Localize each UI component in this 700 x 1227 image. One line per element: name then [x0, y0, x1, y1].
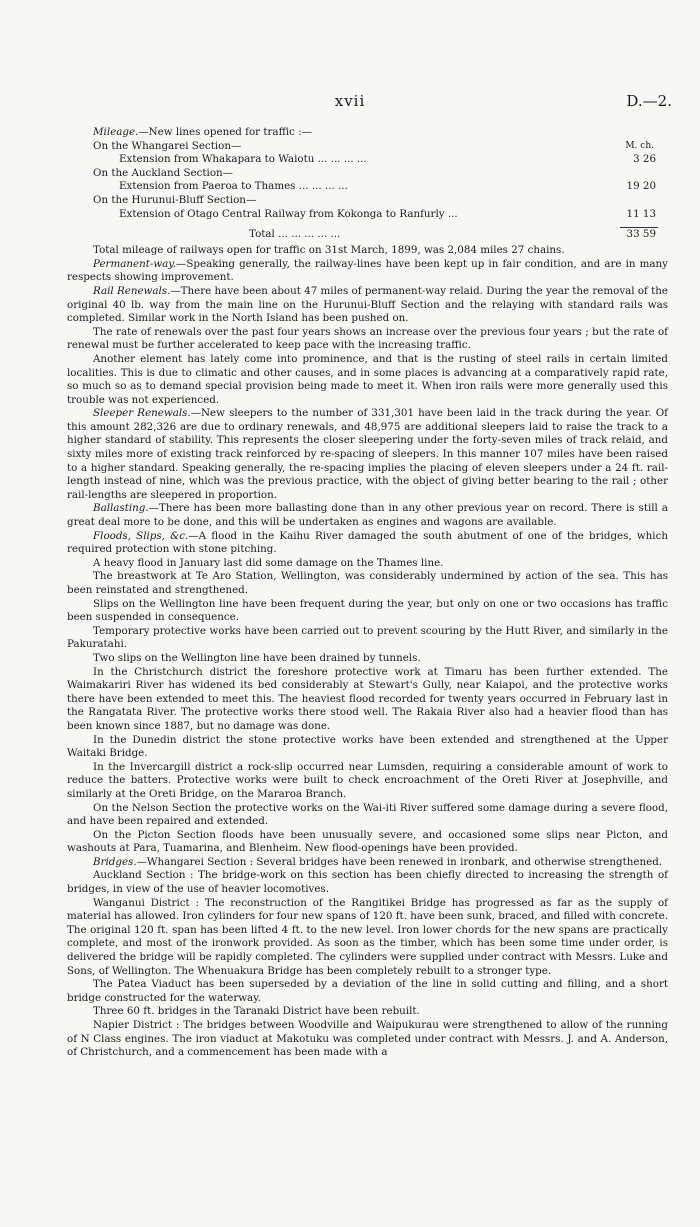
mileage-row: [67, 153, 668, 167]
page-number: xvii: [334, 92, 366, 110]
mileage-row: [67, 167, 668, 181]
section-item: Extension from Paeroa to Thames ... ... ... ...: [119, 180, 348, 193]
mileage-row: [67, 194, 668, 208]
paragraph: Slips on the Wellington line have been frequent during the year, but only on one or two occasions has traffic been suspended in consequence.: [67, 597, 668, 624]
total-label: Total ... ... ... ... ...: [249, 228, 341, 241]
section-value: 19 20: [626, 180, 656, 193]
paragraph-heading: Bridges.: [93, 855, 137, 868]
mileage-row: [67, 140, 668, 154]
paragraph: The rate of renewals over the past four years shows an increase over the previous four years ; but the rate of renewal must be further accelerated to keep pace with the increasing traffic.: [67, 325, 668, 352]
paragraph-text: —New sleepers to the number of 331,301 have been laid in the track during the year. Of this amount 282,326 are due to ordinary renewals, and 48,975 are additional sleepers laid to raise the track to a higher standard of stability. This represents the closer sleepering under the forty-seven miles of track relaid, and sixty miles more of existing track reinforced by re-spacing of sleepers. In this manner 107 miles have been raised to a higher standard. Speaking generally, the re-spacing implies the placing of eleven sleepers under a 24 ft. rail-length instead of nine, which was the previous practice, with the object of giving better bearing to the rail ; other rail-lengths are sleepered in proportion.: [67, 407, 668, 501]
paragraph: On the Nelson Section the protective works on the Wai-iti River suffered some damage during a severe flood, and have been repaired and extended.: [67, 801, 668, 828]
mileage-heading-row: [67, 126, 668, 140]
paragraph-text: —Whangarei Section : Several bridges have been renewed in ironbark, and otherwise strengthened.: [136, 855, 663, 868]
paragraph-heading: Permanent-way.: [93, 257, 177, 270]
paragraph: [67, 407, 668, 502]
section-value: 11 13: [626, 207, 656, 220]
paragraph: On the Picton Section floods have been unusually severe, and occasioned some slips near Picton, and washouts at Para, Tuamarina, and Blenheim. New flood-openings have been provided.: [67, 828, 668, 855]
paragraph: Wanganui District : The reconstruction of the Rangitikei Bridge has progressed as far as the supply of material has allowed. Iron cylinders for four new spans of 120 ft. have been sunk, braced, and filled with concrete. The original 120 ft. span has been lifted 4 ft. to the new level. Iron lower chords for the new spans are practically complete, and most of the ironwork provided. As soon as the timber, which has been some time under order, is delivered the bridge will be rapidly completed. The cylinders were supplied under contract with Messrs. Luke and Sons, of Wellington. The Whenuakura Bridge has been completely rebuilt to a stronger type.: [67, 896, 668, 977]
paragraph-text: —There have been about 47 miles of permanent-way relaid. During the year the removal of the original 40 lb. way from the main line on the Hurunui-Bluff Section and the relaying with standard rails was completed. Similar work in the North Island has been pushed on.: [67, 284, 668, 325]
section-item: Extension from Whakapara to Waiotu ... ... ... ...: [119, 153, 367, 166]
paragraph: [67, 856, 668, 870]
paragraph: [67, 285, 668, 326]
paragraph: [67, 502, 668, 529]
paragraph: Temporary protective works have been carried out to prevent scouring by the Hutt River, and similarly in the Pakuratahi.: [67, 624, 668, 651]
paragraph: Another element has lately come into prominence, and that is the rusting of steel rails in certain limited localities. This is due to climatic and other causes, and in some places is advancing at a comparatively rapid rate, so much so as to demand special provision being made to meet it. When iron rails were more generally used this trouble was not experienced.: [67, 352, 668, 406]
paragraph: In the Christchurch district the foreshore protective work at Timaru has been further extended. The Waimakariri River has widened its bed considerably at Stewart's Gully, near Kaiapoi, and the protective works there have been extended to meet this. The heaviest flood recorded for twenty years occurred in February last in the Rangatata River. The protective works there stood well. The Rakaia River also had a heavier flood than has been known since 1887, but no damage was done.: [67, 665, 668, 732]
paragraph: [67, 258, 668, 285]
total-value: 33 59: [626, 228, 656, 241]
mileage-row: [67, 208, 668, 222]
mileage-row: [67, 180, 668, 194]
section-value: 3 26: [633, 153, 656, 166]
paragraph: In the Invercargill district a rock-slip occurred near Lumsden, requiring a considerable amount of work to reduce the batters. Protective works were built to check encroachment of the Oreti River at Josephville, and similarly at the Oreti Bridge, on the Mararoa Branch.: [67, 760, 668, 800]
paragraph: The Patea Viaduct has been superseded by a deviation of the line in solid cutting and filling, and a short bridge constructed for the waterway.: [67, 978, 668, 1004]
paragraph: Two slips on the Wellington line have been drained by tunnels.: [93, 651, 421, 664]
paragraph-text: —Speaking generally, the railway-lines have been kept up in fair condition, and are in many respects showing improvement.: [67, 257, 668, 284]
mileage-total-row: [67, 221, 668, 241]
paragraph: A heavy flood in January last did some damage on the Thames line.: [93, 556, 444, 569]
paragraph: In the Dunedin district the stone protective works have been extended and strengthened at the Upper Waitaki Bridge.: [67, 733, 668, 760]
section-name: On the Hurunui-Bluff Section—: [93, 193, 257, 206]
paragraph-text: —A flood in the Kaihu River damaged the south abutment of one of the bridges, which required protection with stone pitching.: [67, 529, 668, 556]
section-name: On the Whangarei Section—: [93, 139, 242, 152]
paragraph: Three 60 ft. bridges in the Taranaki District have been rebuilt.: [93, 1005, 420, 1018]
section-item: Extension of Otago Central Railway from Kokonga to Ranfurly ...: [119, 207, 458, 220]
section-name: On the Auckland Section—: [93, 166, 233, 179]
paragraph-heading: Sleeper Renewals.: [93, 407, 191, 420]
paragraph-heading: Floods, Slips, &c.: [93, 529, 189, 542]
paragraph: The breastwork at Te Aro Station, Wellington, was considerably undermined by action of the sea. This has been reinstated and strengthened.: [67, 570, 668, 596]
mileage-unit: M. ch.: [625, 140, 654, 151]
paragraph-heading: Ballasting.: [93, 502, 149, 515]
paragraph: Auckland Section : The bridge-work on this section has been chiefly directed to increasing the strength of bridges, in view of the use of heavier locomotives.: [67, 869, 668, 896]
page-body: [67, 126, 668, 1060]
paragraph-heading: Rail Renewals.: [93, 284, 171, 297]
paragraph-text: —There has been more ballasting done than in any other previous year on record. There is still a great deal more to be done, and this will be undertaken as engines and wagons are available.: [67, 502, 668, 529]
paragraph: [67, 530, 668, 557]
mileage-heading: Mileage.: [93, 126, 139, 138]
document-reference: D.—2.: [626, 92, 672, 110]
paragraph: Napier District : The bridges between Woodville and Waipukurau were strengthened to allow of the running of N Class engines. The iron viaduct at Makotuku was completed under contract with Messrs. J. and A. Anderson, of Christchurch, and a commencement has been made with a: [67, 1019, 668, 1059]
mileage-intro: —New lines opened for traffic :—: [138, 126, 312, 138]
paragraph: Total mileage of railways open for traffic on 31st March, 1899, was 2,084 miles 27 chains.: [93, 244, 565, 257]
